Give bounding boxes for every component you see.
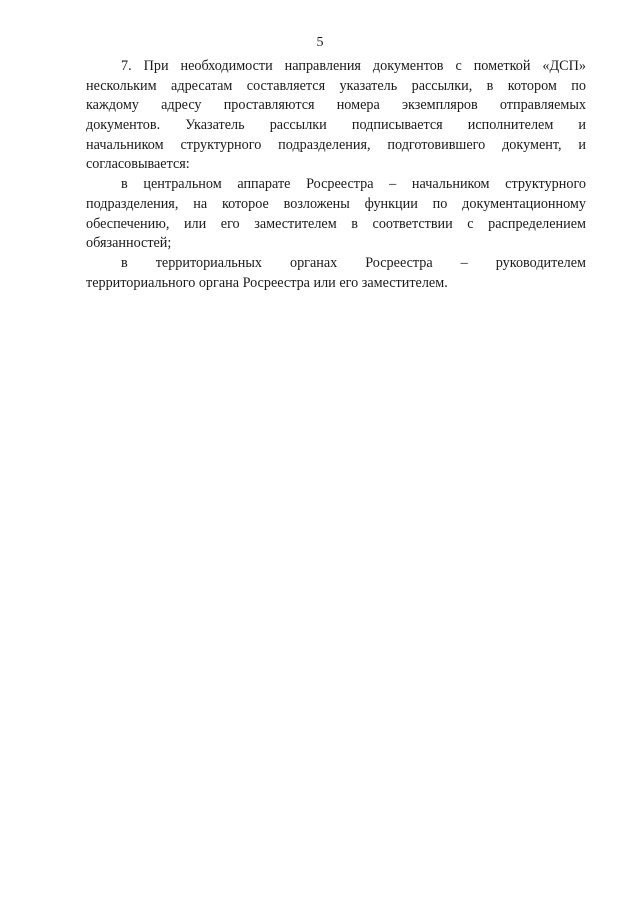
text-line: в территориальных органах Росреестра – руководителем xyxy=(121,254,586,271)
text-line: согласовывается: xyxy=(86,156,190,173)
text-line: документов. Указатель рассылки подписывается исполнителем и xyxy=(86,117,586,134)
text-line: в центральном аппарате Росреестра – начальником структурного xyxy=(121,176,586,193)
text-line: начальником структурного подразделения, подготовившего документ, и xyxy=(86,136,586,153)
paragraph-territorial-bodies xyxy=(86,254,586,293)
text-line: территориального органа Росреестра или его заместителем. xyxy=(86,274,448,291)
page-number: 5 xyxy=(316,35,324,50)
document-body xyxy=(86,57,586,293)
text-line: каждому адресу проставляются номера экземпляров отправляемых xyxy=(86,97,586,114)
text-line: подразделения, на которое возложены функции по документационному xyxy=(86,195,586,212)
paragraph-item-7-mailing-list xyxy=(86,57,586,175)
text-line: нескольким адресатам составляется указатель рассылки, в котором по xyxy=(86,77,586,94)
paragraph-central-office xyxy=(86,175,586,254)
text-line: обязанностей; xyxy=(86,235,172,252)
text-line: 7. При необходимости направления документов с пометкой «ДСП» xyxy=(121,58,586,74)
text-line: обеспечению, или его заместителем в соответствии с распределением xyxy=(86,215,586,232)
